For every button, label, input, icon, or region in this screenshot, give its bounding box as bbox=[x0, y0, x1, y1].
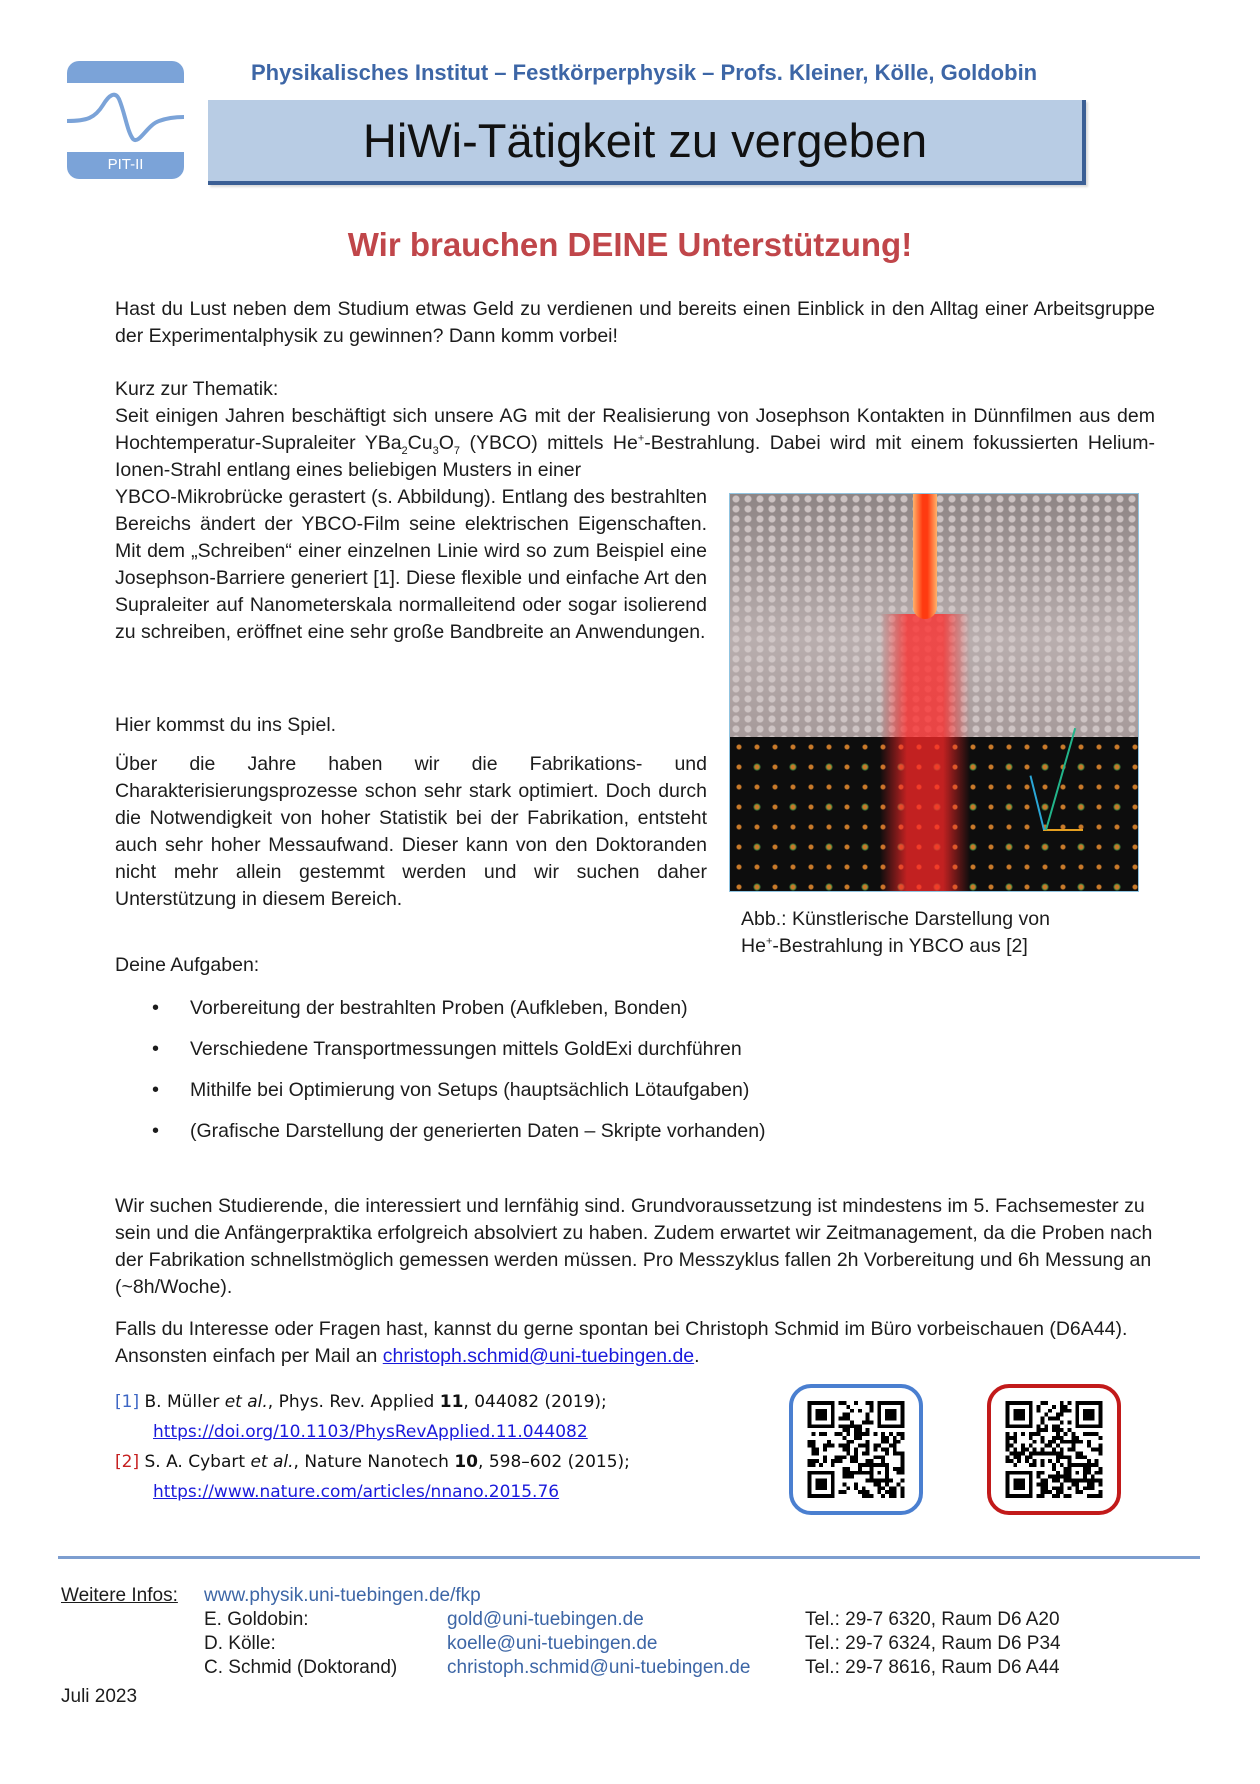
caption-line: Abb.: Künstlerische Darstellung von bbox=[741, 908, 1050, 930]
reference-authors: B. Müller bbox=[139, 1392, 225, 1412]
task-item bbox=[152, 1118, 766, 1159]
superscript: + bbox=[637, 432, 645, 445]
contact-email-link[interactable]: christoph.schmid@uni-tuebingen.de bbox=[382, 1345, 695, 1367]
bullet-icon: • bbox=[152, 1079, 160, 1101]
qr-code-icon bbox=[806, 1401, 906, 1498]
reference-etal: et al. bbox=[250, 1452, 294, 1472]
contact-email[interactable]: christoph.schmid@uni-tuebingen.de bbox=[447, 1657, 751, 1678]
subscript: 3 bbox=[432, 444, 439, 457]
contact-phone-room: Tel.: 29-7 8616, Raum D6 A44 bbox=[805, 1657, 1060, 1678]
further-info-label: Weitere Infos: bbox=[61, 1585, 178, 1606]
bullet-icon: • bbox=[152, 1120, 160, 1142]
contact-phone-room: Tel.: 29-7 6324, Raum D6 P34 bbox=[805, 1633, 1061, 1654]
reference-1-link[interactable]: https://doi.org/10.1103/PhysRevApplied.11.044082 bbox=[153, 1422, 588, 1442]
thematik-label: Kurz zur Thematik: bbox=[115, 378, 279, 400]
contact-text: . bbox=[694, 1345, 700, 1367]
superscript: + bbox=[765, 935, 773, 948]
task-item bbox=[152, 1036, 766, 1077]
task-text: Verschiedene Transportmessungen mittels GoldExi durchführen bbox=[190, 1038, 742, 1060]
qr-code-reference-2[interactable] bbox=[987, 1384, 1121, 1515]
reference-volume: 10 bbox=[454, 1452, 479, 1472]
reference-journal: , Phys. Rev. Applied bbox=[267, 1392, 440, 1412]
hier-paragraph: Hier kommst du ins Spiel. bbox=[115, 714, 337, 736]
caption-line bbox=[741, 933, 1151, 960]
task-item bbox=[152, 995, 766, 1036]
bullet-icon: • bbox=[152, 1038, 160, 1060]
qr-code-icon bbox=[1004, 1401, 1104, 1498]
subscript: 7 bbox=[453, 444, 461, 457]
reference-1-url-row bbox=[115, 1417, 630, 1447]
headline: Wir brauchen DEINE Unterstützung! bbox=[347, 226, 913, 263]
reference-etal: et al. bbox=[224, 1392, 268, 1412]
footer-divider bbox=[58, 1556, 1200, 1559]
institute-name: Physikalisches Institut – Festkörperphysik – Profs. Kleiner, Kölle, Goldobin bbox=[251, 60, 1038, 85]
website-link[interactable]: www.physik.uni-tuebingen.de/fkp bbox=[204, 1585, 481, 1606]
subscript: 2 bbox=[401, 444, 408, 457]
thematik-continuation: YBCO-Mikrobrücke gerastert (s. Abbildung). Entlang des bestrahlten Bereichs ändert der YBCO-Film seine elektrischen Eigenschaften. Mit dem „Schreiben“ einer einzelnen Linie wird so zum Beispiel eine Josephson-Barriere generiert [1]. Diese flexible und einfache Art den Supraleiter auf Nanometerskala normalleitend oder sogar isolierend zu schreiben, eröffnet eine sehr große Bandbreite an Anwendungen. bbox=[115, 486, 707, 643]
references bbox=[115, 1387, 630, 1507]
thematik-text: -Bestrahlung. Dabei wird mit einem fokussierten Helium-Ionen-Strahl entlang eines beliebigen Musters in einer bbox=[115, 432, 1155, 481]
contact-text: Falls du Interesse oder Fragen hast, kannst du gerne spontan bei Christoph Schmid im Büro vorbeischauen (D6A44). Ansonsten einfach per Mail an bbox=[115, 1318, 1128, 1367]
pit-logo bbox=[67, 61, 184, 179]
ybco-irradiation-figure bbox=[729, 493, 1139, 892]
reference-2 bbox=[115, 1447, 630, 1477]
task-text: (Grafische Darstellung der generierten Daten – Skripte vorhanden) bbox=[190, 1120, 766, 1142]
reference-authors: S. A. Cybart bbox=[139, 1452, 251, 1472]
document-date: Juli 2023 bbox=[61, 1686, 138, 1707]
task-item bbox=[152, 1077, 766, 1118]
contact-phone-room: Tel.: 29-7 6320, Raum D6 A20 bbox=[805, 1609, 1060, 1630]
thematik-text: O bbox=[438, 432, 454, 454]
reference-journal: , Nature Nanotech bbox=[293, 1452, 455, 1472]
task-list bbox=[152, 995, 766, 1159]
contact-name: D. Kölle: bbox=[204, 1633, 276, 1654]
irradiated-region bbox=[880, 614, 970, 892]
contact-email[interactable]: koelle@uni-tuebingen.de bbox=[447, 1633, 658, 1654]
requirements-paragraph: Wir suchen Studierende, die interessiert und lernfähig sind. Grundvoraussetzung ist mindestens im 5. Fachsemester zu sein und die Anfängerpraktika erfolgreich absolviert zu haben. Zudem erwartet wir Zeitmanagement, da die Proben nach der Fabrikation schnellstmöglich gemessen werden müssen. Pro Messzyklus fallen 2h Vorbereitung und 6h Messung an (~8h/Woche). bbox=[115, 1195, 1153, 1298]
aufgaben-label: Deine Aufgaben: bbox=[115, 954, 260, 976]
contact-paragraph bbox=[115, 1316, 1165, 1370]
reference-number: [1] bbox=[115, 1392, 140, 1412]
reference-1 bbox=[115, 1387, 630, 1417]
thematik-text: Seit einigen Jahren beschäftigt sich unsere AG mit der Realisierung von Josephson Kontakten in Dünnfilmen aus dem Hochtemperatur-Supraleiter YBa bbox=[115, 405, 1155, 454]
contact-name: E. Goldobin: bbox=[204, 1609, 309, 1630]
caption-text: -Bestrahlung in YBCO aus [2] bbox=[772, 935, 1028, 957]
ueber-paragraph: Über die Jahre haben wir die Fabrikations- und Charakterisierungsprozesse schon sehr stark optimiert. Doch durch die Notwendigkeit von hoher Statistik bei der Fabrikation, entsteht auch sehr hoher Messaufwand. Dieser kann von den Doktoranden nicht mehr allein gestemmt werden und wir suchen daher Unterstützung in diesem Bereich. bbox=[115, 753, 707, 910]
caption-text: He bbox=[741, 935, 766, 957]
reference-rest: , 044082 (2019); bbox=[463, 1392, 607, 1412]
thematik-text: (YBCO) mittels He bbox=[460, 432, 638, 454]
ion-beam bbox=[913, 494, 937, 619]
qr-code-reference-1[interactable] bbox=[789, 1384, 923, 1515]
contact-name: C. Schmid (Doktorand) bbox=[204, 1657, 398, 1678]
task-text: Vorbereitung der bestrahlten Proben (Aufkleben, Bonden) bbox=[190, 997, 688, 1019]
reference-volume: 11 bbox=[439, 1392, 464, 1412]
thematik-text: Cu bbox=[407, 432, 433, 454]
title-banner bbox=[208, 100, 1086, 185]
bullet-icon: • bbox=[152, 997, 160, 1019]
logo-plot bbox=[67, 83, 184, 152]
task-text: Mithilfe bei Optimierung von Setups (hauptsächlich Lötaufgaben) bbox=[190, 1079, 750, 1101]
axis-arrow-icon bbox=[1043, 829, 1083, 831]
contact-email[interactable]: gold@uni-tuebingen.de bbox=[447, 1609, 644, 1630]
reference-number: [2] bbox=[115, 1452, 140, 1472]
thematik-paragraph bbox=[115, 403, 1155, 484]
figure-caption bbox=[741, 906, 1151, 960]
reference-2-url-row bbox=[115, 1477, 630, 1507]
logo-label: PIT-II bbox=[107, 156, 144, 173]
intro-paragraph: Hast du Lust neben dem Studium etwas Geld zu verdienen und bereits einen Einblick in den Alltag einer Arbeitsgruppe der Experimentalphysik zu gewinnen? Dann komm vorbei! bbox=[115, 298, 1155, 347]
reference-rest: , 598–602 (2015); bbox=[478, 1452, 630, 1472]
page-title: HiWi-Tätigkeit zu vergeben bbox=[362, 114, 928, 167]
waveform-icon bbox=[67, 83, 184, 152]
reference-2-link[interactable]: https://www.nature.com/articles/nnano.2015.76 bbox=[153, 1482, 560, 1502]
